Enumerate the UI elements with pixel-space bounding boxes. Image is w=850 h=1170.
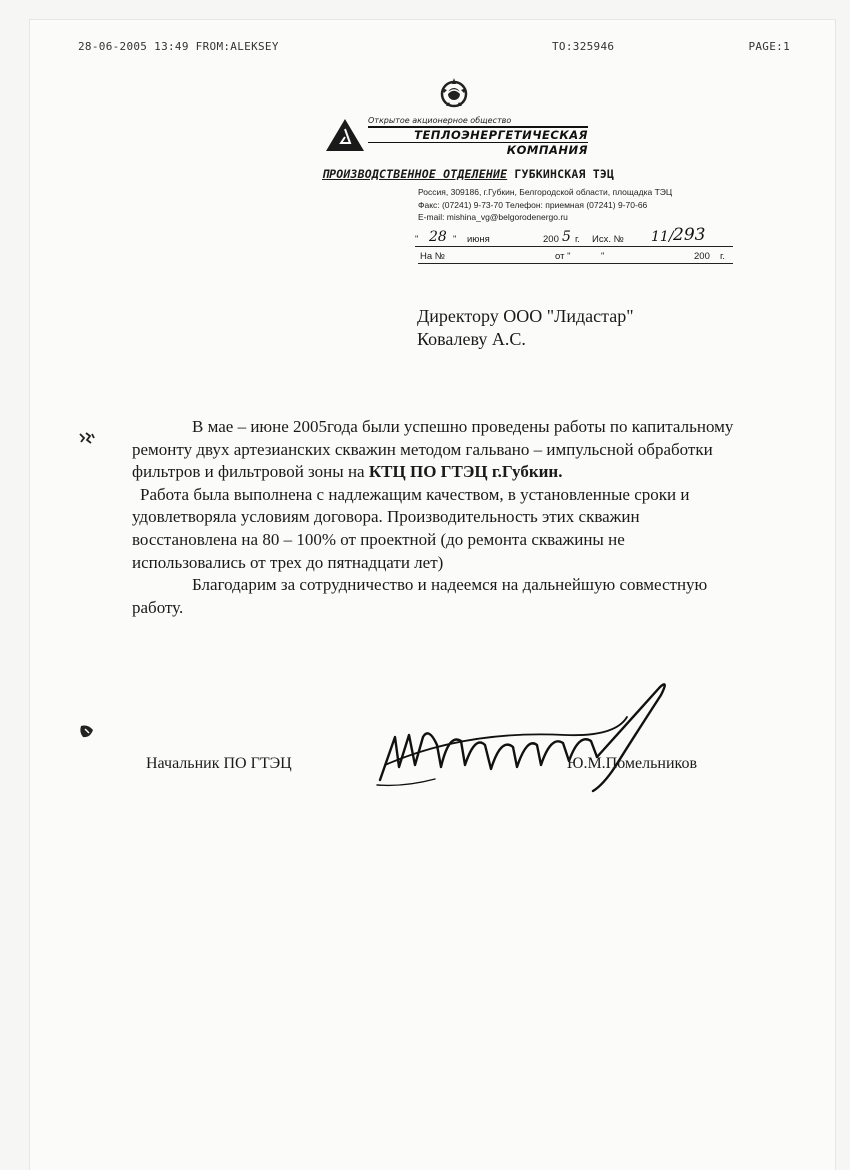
ref-year-prefix: 200 xyxy=(543,234,559,245)
fax-page-number: PAGE:1 xyxy=(748,40,790,53)
paragraph-2: Работа была выполнена с надлежащим качеством, в установленные сроки и удовлетворяла условиям договора. Производительность этих скважин восстановлена на 80 – 100% от проектной (до ремонта скважины не использовались от трех до пятнадцати лет) xyxy=(132,484,690,572)
signatory-role: Начальник ПО ГТЭЦ xyxy=(146,755,292,772)
paragraph-3: Благодарим за сотрудничество и надеемся на дальнейшую совместную работу. xyxy=(132,575,708,617)
address-line: Россия, 309186, г.Губкин, Белгородской области, площадка ТЭЦ xyxy=(418,187,673,197)
ref-in-reply-label: На № xyxy=(420,251,445,262)
ref-month: июня xyxy=(467,234,490,245)
addressee-line1: Директору ООО "Лидастар" xyxy=(417,306,634,326)
letter-body xyxy=(132,416,742,619)
outgoing-reference: " 28 " июня 200 5 г. Исх. № 11/ 293 xyxy=(415,232,733,247)
ref-year-suffix: г. xyxy=(575,234,580,245)
email-line: E-mail: mishina_vg@belgorodenergo.ru xyxy=(418,212,568,222)
paragraph-1-bold: КТЦ ПО ГТЭЦ г.Губкин. xyxy=(368,462,563,482)
company-logo-icon xyxy=(324,117,366,153)
company-address xyxy=(418,186,672,224)
fax-sender-line: 28-06-2005 13:49 FROM:ALEKSEY xyxy=(78,40,279,53)
division-prefix: ПРОИЗВОДСТВЕННОЕ ОТДЕЛЕНИЕ xyxy=(322,167,508,181)
ref-outgoing-hand: 293 xyxy=(673,225,706,245)
division-name: ГУБКИНСКАЯ ТЭЦ xyxy=(514,167,615,181)
punch-hole-mark-icon xyxy=(78,432,96,444)
company-name-line1: ТЕПЛОЭНЕРГЕТИЧЕСКАЯ xyxy=(414,127,588,142)
handwritten-signature xyxy=(365,675,675,805)
phone-fax-line: Факс: (07241) 9-73-70 Телефон: приемная (07241) 9-70-66 xyxy=(418,199,648,210)
ref-quote-close: " xyxy=(601,251,605,262)
emblem-icon xyxy=(437,76,471,110)
signatory-name: Ю.М.Помельников xyxy=(567,755,698,772)
ref-outgoing-number: 11/ xyxy=(651,229,674,245)
company-type: Открытое акционерное общество xyxy=(368,116,512,125)
incoming-reference xyxy=(418,251,733,264)
division-title xyxy=(322,167,614,181)
company-name-line2: КОМПАНИЯ xyxy=(506,143,588,157)
fax-recipient-line: TO:325946 xyxy=(552,40,615,53)
ref-from-label: от " xyxy=(555,251,571,262)
ref-outgoing-label: Исх. № xyxy=(592,234,624,245)
addressee-line2: Ковалеву А.С. xyxy=(417,329,526,349)
punch-hole-mark-icon xyxy=(78,724,96,740)
ref-day: 28 xyxy=(429,229,447,245)
addressee xyxy=(417,305,634,351)
ref-year-digit: 5 xyxy=(562,229,571,245)
fax-header xyxy=(78,40,790,54)
ref-year2: 200 xyxy=(694,251,710,262)
ref-year2-suffix: г. xyxy=(720,251,725,262)
paragraph-1: В мае – июне 2005года были успешно проведены работы по капитальному ремонту двух артезианских скважин методом гальвано – импульсной обработки фильтров и фильтровой зоны на КТЦ ПО ГТЭЦ г.Губкин. xyxy=(132,417,734,482)
company-name-block xyxy=(368,116,588,156)
